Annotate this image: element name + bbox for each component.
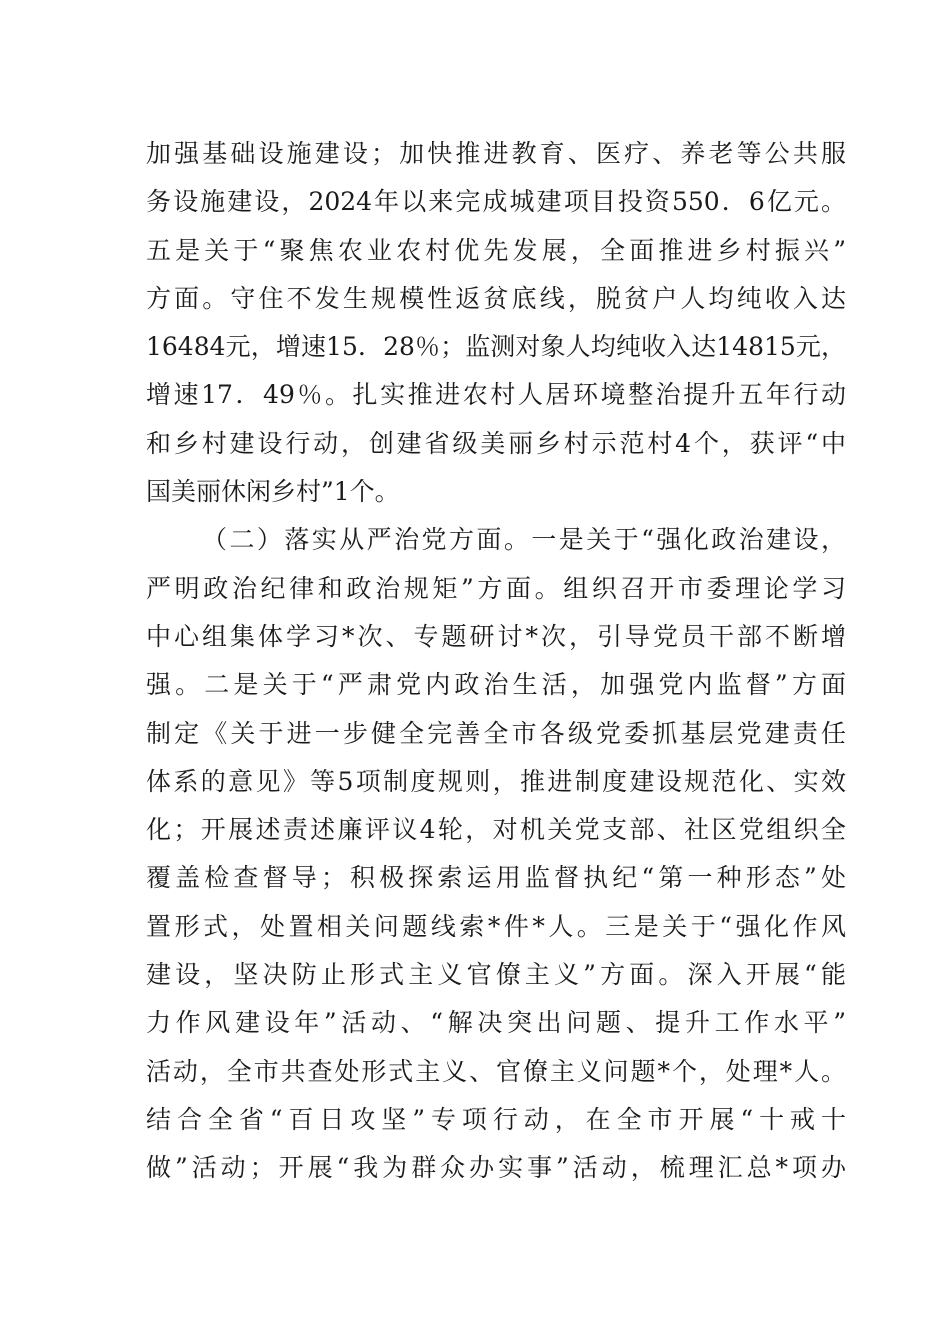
text-line: 加强基础设施建设；加快推进教育、医疗、养老等公共服 — [146, 139, 846, 168]
text-line: 方面。守住不发生规模性返贫底线，脱贫户人均纯收入达 — [146, 283, 846, 313]
paragraph-end-line: 国美丽休闲乡村”1个。 — [146, 477, 400, 507]
text-line: 强。二是关于“严肃党内政治生活，加强党内监督”方面 — [146, 670, 846, 700]
text-line: 和乡村建设行动，创建省级美丽乡村示范村4个，获评“中 — [146, 428, 846, 458]
text-line: 化；开展述责述廉评议4轮，对机关党支部、社区党组织全 — [146, 815, 846, 845]
text-line: 建设，坚决防止形式主义官僚主义”方面。深入开展“能 — [146, 960, 846, 990]
text-line: 覆盖检查督导；积极探索运用监督执纪“第一种形态”处 — [146, 863, 846, 893]
text-line: 力作风建设年”活动、“解决突出问题、提升工作水平” — [146, 1008, 846, 1038]
text-line: 务设施建设，2024年以来完成城建项目投资550．6亿元。 — [146, 187, 846, 217]
text-line: 置形式，处置相关问题线索*件*人。三是关于“强化作风 — [146, 911, 846, 941]
text-line: 严明政治纪律和政治规矩”方面。组织召开市委理论学习 — [146, 573, 846, 603]
text-line: 16484元，增速15．28％；监测对象人均纯收入达14815元， — [146, 332, 846, 362]
text-line: 制定《关于进一步健全完善全市各级党委抓基层党建责任 — [146, 718, 846, 748]
document-body — [146, 130, 846, 1193]
text-line: 增速17．49％。扎实推进农村人居环境整治提升五年行动 — [146, 380, 846, 410]
text-line: 体系的意见》等5项制度规则，推进制度建设规范化、实效 — [146, 766, 846, 796]
text-line: 五是关于“聚焦农业农村优先发展，全面推进乡村振兴” — [146, 235, 846, 265]
paragraph-start-line: （二）落实从严治党方面。一是关于“强化政治建设， — [202, 525, 846, 555]
text-line: 结合全省“百日攻坚”专项行动，在全市开展“十戒十 — [146, 1104, 846, 1134]
text-line: 活动，全市共查处形式主义、官僚主义问题*个，处理*人。 — [146, 1056, 846, 1086]
text-line: 中心组集体学习*次、专题研讨*次，引导党员干部不断增 — [146, 621, 846, 651]
text-line: 做”活动；开展“我为群众办实事”活动，梳理汇总*项办 — [146, 1153, 846, 1183]
